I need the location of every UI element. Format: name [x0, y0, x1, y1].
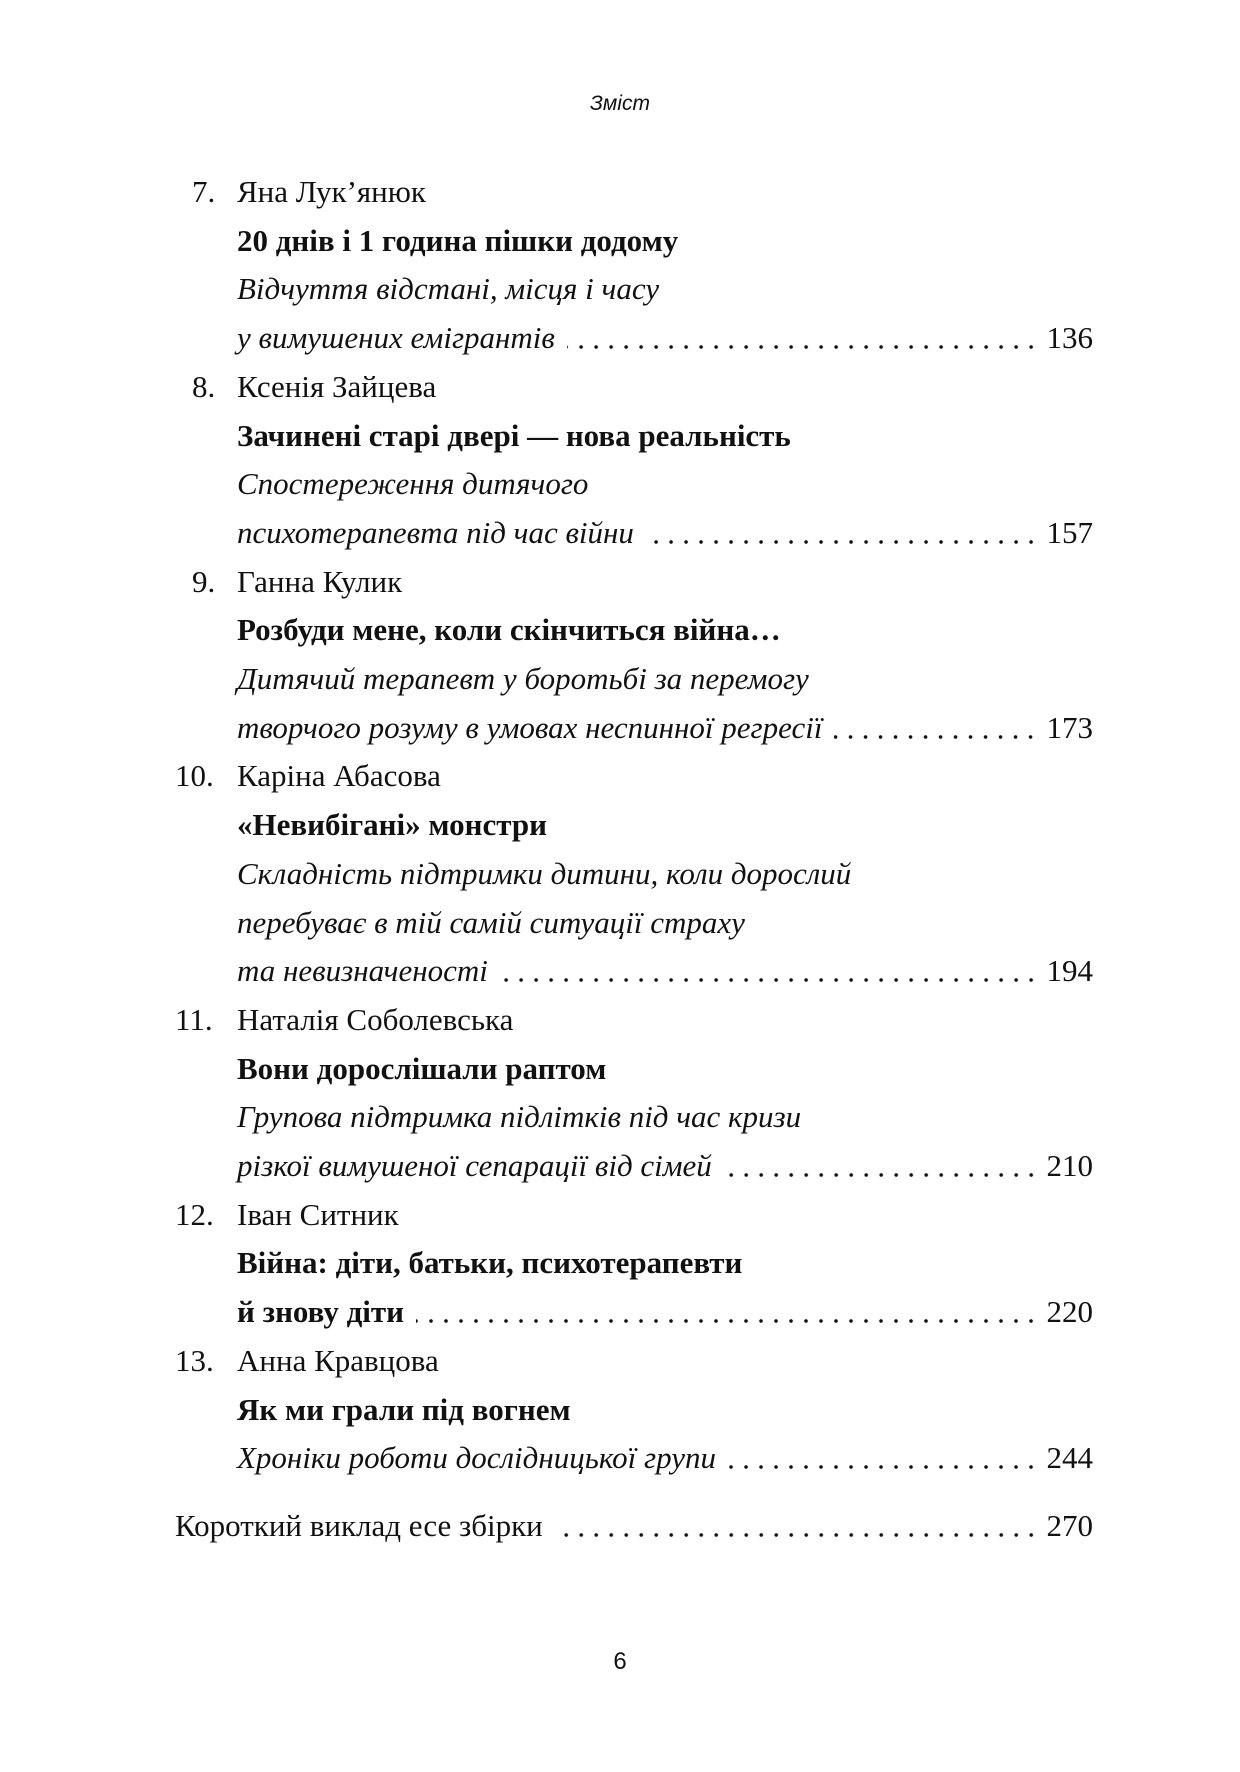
toc-entry-subtitle[interactable]	[237, 509, 1093, 557]
entry-number: 8.	[192, 368, 216, 404]
toc-entry-title[interactable]	[237, 412, 1093, 460]
essay-title: «Невибігані» монстри	[237, 807, 547, 843]
entry-number: 11.	[175, 1001, 213, 1037]
toc-entry-author[interactable]	[175, 1337, 1093, 1385]
essay-subtitle: Групова підтримка підлітків під час кризи	[237, 1099, 802, 1135]
toc-entry-subtitle[interactable]	[237, 704, 1093, 752]
page-number: 6	[613, 1648, 627, 1675]
page-ref: 157	[1046, 514, 1093, 550]
toc-entry-title[interactable]	[237, 217, 1093, 265]
toc-entry-title[interactable]	[237, 1386, 1093, 1434]
essay-title: Розбуди мене, коли скінчиться війна…	[237, 612, 781, 648]
page-ref: 244	[1046, 1440, 1093, 1476]
page-ref: 194	[1046, 953, 1093, 989]
summary-label: Короткий виклад есе збірки	[175, 1508, 543, 1544]
essay-subtitle: різкої вимушеної сепарації від сімей	[237, 1148, 712, 1183]
dot-leader	[567, 345, 1039, 349]
toc-entry-author[interactable]	[192, 168, 1093, 216]
essay-subtitle: Дитячий терапевт у боротьбі за перемогу	[237, 661, 809, 696]
toc-entry-subtitle[interactable]	[237, 1434, 1093, 1482]
dot-leader	[646, 540, 1039, 544]
toc-entry-subtitle[interactable]	[237, 1093, 1093, 1141]
author-name: Ксенія Зайцева	[237, 368, 437, 404]
toc-entry-title[interactable]	[237, 1045, 1093, 1093]
essay-subtitle: Відчуття відстані, місця і часу	[237, 271, 660, 307]
dot-leader	[555, 1533, 1039, 1537]
essay-subtitle: творчого розуму в умовах неспинної регресії	[237, 709, 823, 745]
toc-entry-author[interactable]	[192, 363, 1093, 411]
toc-entry-subtitle[interactable]	[237, 314, 1093, 362]
toc-entry-author[interactable]	[175, 1191, 1093, 1239]
essay-title: 20 днів і 1 година пішки додому	[237, 222, 679, 258]
toc-entry-author[interactable]	[175, 996, 1093, 1044]
toc-entry-author[interactable]	[192, 558, 1093, 606]
author-name: Каріна Абасова	[237, 758, 441, 794]
dot-leader	[724, 1173, 1039, 1177]
author-name: Ганна Кулик	[237, 563, 403, 599]
essay-subtitle: Складність підтримки дитини, коли дорослий	[237, 855, 852, 891]
toc-entry-title[interactable]	[237, 801, 1093, 849]
author-name: Анна Кравцова	[237, 1342, 439, 1378]
toc-entry-subtitle[interactable]	[237, 265, 1093, 313]
essay-subtitle: та невизначеності	[237, 953, 488, 989]
page-ref: 220	[1046, 1294, 1093, 1330]
essay-subtitle: Хроніки роботи дослідницької групи	[237, 1440, 716, 1476]
essay-subtitle: психотерапевта під час війни	[237, 514, 634, 550]
entry-number: 7.	[192, 174, 216, 209]
entry-number: 13.	[175, 1342, 214, 1378]
running-head: Зміст	[590, 92, 650, 115]
page-ref: 270	[1046, 1508, 1093, 1544]
page-ref: 136	[1046, 320, 1093, 356]
toc-entry-title[interactable]	[237, 1239, 1093, 1287]
author-name: Іван Ситник	[237, 1196, 399, 1232]
essay-subtitle: у вимушених емігрантів	[237, 320, 555, 356]
toc-entry-subtitle[interactable]	[237, 899, 1093, 947]
dot-leader	[728, 1465, 1039, 1469]
essay-title: Війна: діти, батьки, психотерапевти	[237, 1245, 743, 1281]
toc-entry-title[interactable]	[237, 1288, 1093, 1336]
essay-title: Вони дорослішали раптом	[237, 1050, 607, 1086]
dot-leader	[500, 978, 1039, 982]
toc-entry-author[interactable]	[175, 752, 1093, 800]
toc-summary[interactable]	[175, 1502, 1093, 1550]
toc-entry-subtitle[interactable]	[237, 460, 1093, 508]
toc-entry-subtitle[interactable]	[237, 655, 1093, 703]
entry-number: 9.	[192, 563, 216, 599]
toc-entry-subtitle[interactable]	[237, 947, 1093, 995]
dot-leader	[416, 1319, 1039, 1323]
author-name: Наталія Соболевська	[237, 1001, 514, 1037]
essay-subtitle: перебуває в тій самій ситуації страху	[237, 904, 745, 940]
toc-entry-title[interactable]	[237, 606, 1093, 654]
entry-number: 10.	[175, 758, 214, 794]
dot-leader	[834, 735, 1038, 739]
essay-subtitle: Спостереження дитячого	[237, 466, 589, 502]
essay-title: Зачинені старі двері — нова реальність	[237, 417, 791, 453]
entry-number: 12.	[175, 1196, 214, 1232]
toc-entry-subtitle[interactable]	[237, 1142, 1093, 1190]
page-ref: 210	[1046, 1148, 1093, 1183]
page-ref: 173	[1046, 709, 1093, 745]
toc-entry-subtitle[interactable]	[237, 850, 1093, 898]
essay-title: Як ми грали під вогнем	[237, 1391, 571, 1427]
author-name: Яна Лук’янюк	[237, 174, 426, 209]
essay-title: й знову діти	[237, 1294, 404, 1330]
